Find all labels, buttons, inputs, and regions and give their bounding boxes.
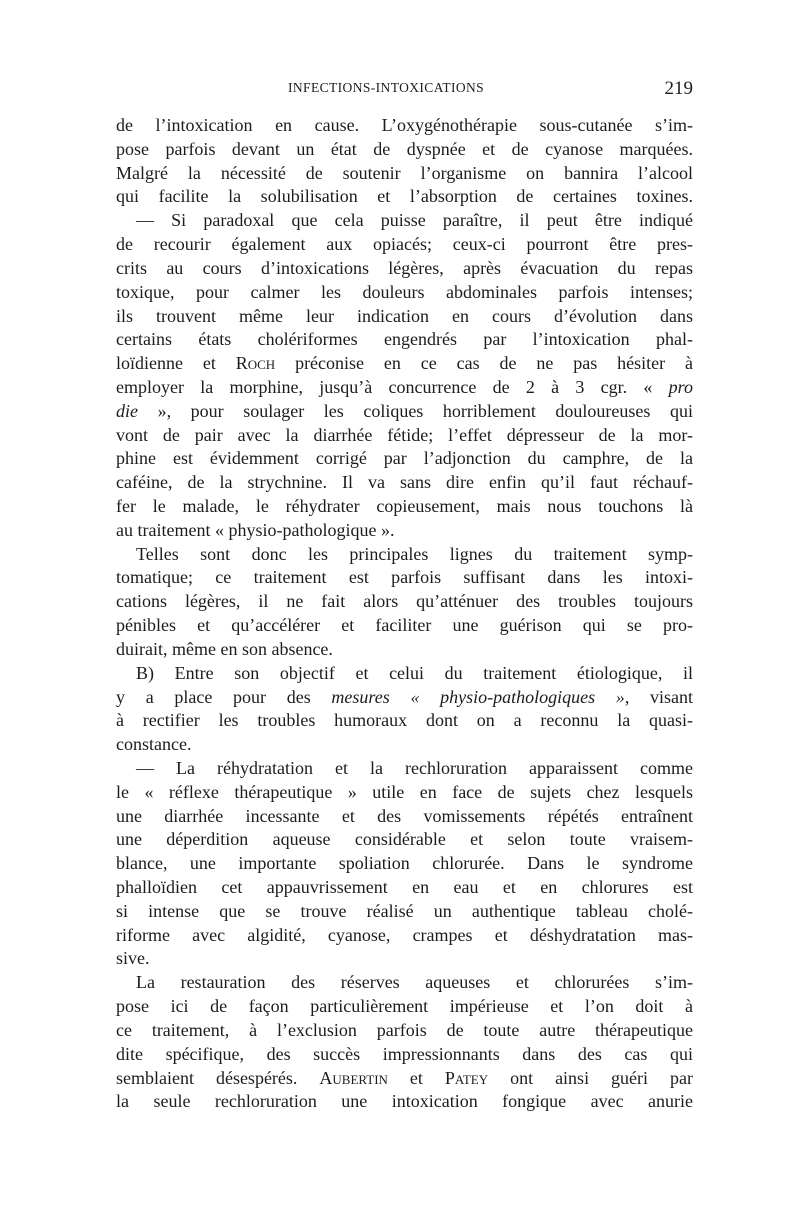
- text-line: [116, 781, 693, 805]
- text-line: [116, 400, 693, 424]
- text-segment: pose ici de façon particulièrement impérieuse et l’on doit à: [116, 996, 693, 1017]
- body-text: [116, 114, 693, 1114]
- text-segment: cations légères, il ne fait alors qu’atténuer des troubles toujours: [116, 591, 693, 612]
- text-segment: Patey: [444, 1067, 489, 1088]
- text-segment: constance.: [116, 734, 192, 755]
- text-segment: , visant: [624, 686, 694, 707]
- text-segment: de l’intoxication en cause. L’oxygénothérapie sous-cutanée s’im-: [116, 115, 693, 135]
- text-line: [116, 947, 693, 971]
- text-segment: si intense que se trouve réalisé un authentique tableau cholé-: [116, 900, 693, 921]
- text-segment: La restauration des réserves aqueuses et chlorurées s’im-: [136, 972, 693, 993]
- text-line: [116, 733, 693, 757]
- text-line: [116, 1019, 693, 1043]
- page-header: [116, 78, 693, 104]
- text-segment: vont de pair avec la diarrhée fétide; l’effet dépresseur de la mor-: [116, 424, 693, 445]
- text-segment: — Si paradoxal que cela puisse paraître, il peut être indiqué: [136, 210, 693, 231]
- text-segment: le « réflexe thérapeutique » utile en face de sujets chez lesquels: [116, 781, 693, 802]
- text-line: [116, 376, 693, 400]
- text-line: [116, 1067, 693, 1091]
- text-line: [116, 424, 693, 448]
- text-line: [116, 281, 693, 305]
- text-line: [116, 209, 693, 233]
- text-line: [116, 995, 693, 1019]
- text-segment: riforme avec algidité, cyanose, crampes et déshydratation mas-: [116, 924, 693, 945]
- text-line: [116, 757, 693, 781]
- text-segment: préconise en ce cas de ne pas hésiter à: [275, 353, 693, 374]
- text-line: [116, 971, 693, 995]
- text-segment: fer le malade, le réhydrater copieusement, mais nous touchons là: [116, 496, 693, 516]
- text-line: [116, 257, 693, 281]
- text-segment: loïdienne et: [116, 353, 236, 374]
- text-line: [116, 185, 693, 209]
- text-segment: Aubertin: [319, 1067, 388, 1088]
- text-segment: pose parfois devant un état de dyspnée et de cyanose marquées.: [116, 138, 693, 159]
- text-line: [116, 709, 693, 733]
- text-line: [116, 352, 693, 376]
- text-line: [116, 138, 693, 162]
- text-segment: phine est évidemment corrigé par l’adjonction du camphre, de la: [116, 448, 693, 469]
- text-segment: crits au cours d’intoxications légères, après évacuation du repas: [116, 257, 693, 278]
- text-segment: », pour soulager les coliques horriblement douloureuses qui: [138, 400, 693, 421]
- text-segment: de recourir également aux opiacés; ceux-ci pourront être pres-: [116, 234, 693, 255]
- text-line: [116, 805, 693, 829]
- text-line: [116, 305, 693, 329]
- text-line: [116, 1090, 693, 1114]
- text-segment: toxique, pour calmer les douleurs abdominales parfois intenses;: [116, 281, 693, 302]
- text-segment: certains états cholériformes engendrés par l’intoxication phal-: [116, 329, 693, 350]
- text-segment: duirait, même en son absence.: [116, 638, 333, 659]
- text-segment: phalloïdien cet appauvrissement en eau et en chlorures est: [116, 877, 693, 897]
- text-segment: ils trouvent même leur indication en cours d’évolution dans: [116, 305, 693, 326]
- text-segment: qui facilite la solubilisation et l’absorption de certaines toxines.: [116, 186, 693, 207]
- text-segment: ont ainsi guéri par: [488, 1067, 693, 1088]
- text-line: [116, 471, 693, 495]
- text-segment: une diarrhée incessante et des vomissements répétés entraînent: [116, 805, 693, 826]
- text-line: [116, 543, 693, 567]
- text-segment: et: [387, 1067, 445, 1088]
- text-segment: die: [116, 400, 138, 421]
- text-line: [116, 1043, 693, 1067]
- text-segment: Malgré la nécessité de soutenir l’organisme on bannira l’alcool: [116, 162, 693, 183]
- text-line: [116, 519, 693, 543]
- text-line: [116, 686, 693, 710]
- text-segment: y a place pour des: [116, 686, 332, 707]
- text-line: [116, 233, 693, 257]
- text-segment: à rectifier les troubles humoraux dont on a reconnu la quasi-: [116, 710, 693, 731]
- text-line: [116, 495, 693, 519]
- text-segment: blance, une importante spoliation chlorurée. Dans le syndrome: [116, 853, 693, 874]
- text-line: [116, 900, 693, 924]
- text-segment: Telles sont donc les principales lignes du traitement symp-: [136, 543, 693, 564]
- text-line: [116, 114, 693, 138]
- text-line: [116, 638, 693, 662]
- page-number: 219: [664, 78, 693, 99]
- text-segment: tomatique; ce traitement est parfois suffisant dans les intoxi-: [116, 567, 693, 588]
- text-segment: semblaient désespérés.: [116, 1067, 320, 1088]
- text-segment: au traitement « physio-pathologique ».: [116, 519, 395, 540]
- text-segment: Roch: [235, 353, 276, 374]
- text-line: [116, 852, 693, 876]
- text-segment: une déperdition aqueuse considérable et selon toute vraisem-: [116, 829, 693, 850]
- text-line: [116, 924, 693, 948]
- text-segment: caféine, de la strychnine. Il va sans dire enfin qu’il faut réchauf-: [116, 472, 693, 493]
- text-segment: B) Entre son objectif et celui du traitement étiologique, il: [136, 662, 693, 683]
- text-segment: mesures « physio-pathologiques »: [331, 686, 625, 707]
- text-line: [116, 162, 693, 186]
- text-line: [116, 662, 693, 686]
- text-segment: la seule rechloruration une intoxication fongique avec anurie: [116, 1091, 693, 1112]
- text-segment: dite spécifique, des succès impressionnants dans des cas qui: [116, 1043, 693, 1064]
- text-line: [116, 876, 693, 900]
- text-line: [116, 590, 693, 614]
- text-segment: employer la morphine, jusqu’à concurrence de 2 à 3 cgr. «: [116, 376, 669, 397]
- text-line: [116, 614, 693, 638]
- text-line: [116, 328, 693, 352]
- text-segment: ce traitement, à l’exclusion parfois de toute autre thérapeutique: [116, 1019, 693, 1040]
- text-segment: pro: [668, 376, 693, 397]
- text-line: [116, 566, 693, 590]
- text-segment: pénibles et qu’accélérer et faciliter une guérison qui se pro-: [116, 615, 693, 636]
- text-segment: sive.: [116, 948, 150, 969]
- running-title: INFECTIONS-INTOXICATIONS: [288, 80, 485, 95]
- text-line: [116, 447, 693, 471]
- text-line: [116, 828, 693, 852]
- text-segment: — La réhydratation et la rechloruration apparaissent comme: [136, 757, 693, 778]
